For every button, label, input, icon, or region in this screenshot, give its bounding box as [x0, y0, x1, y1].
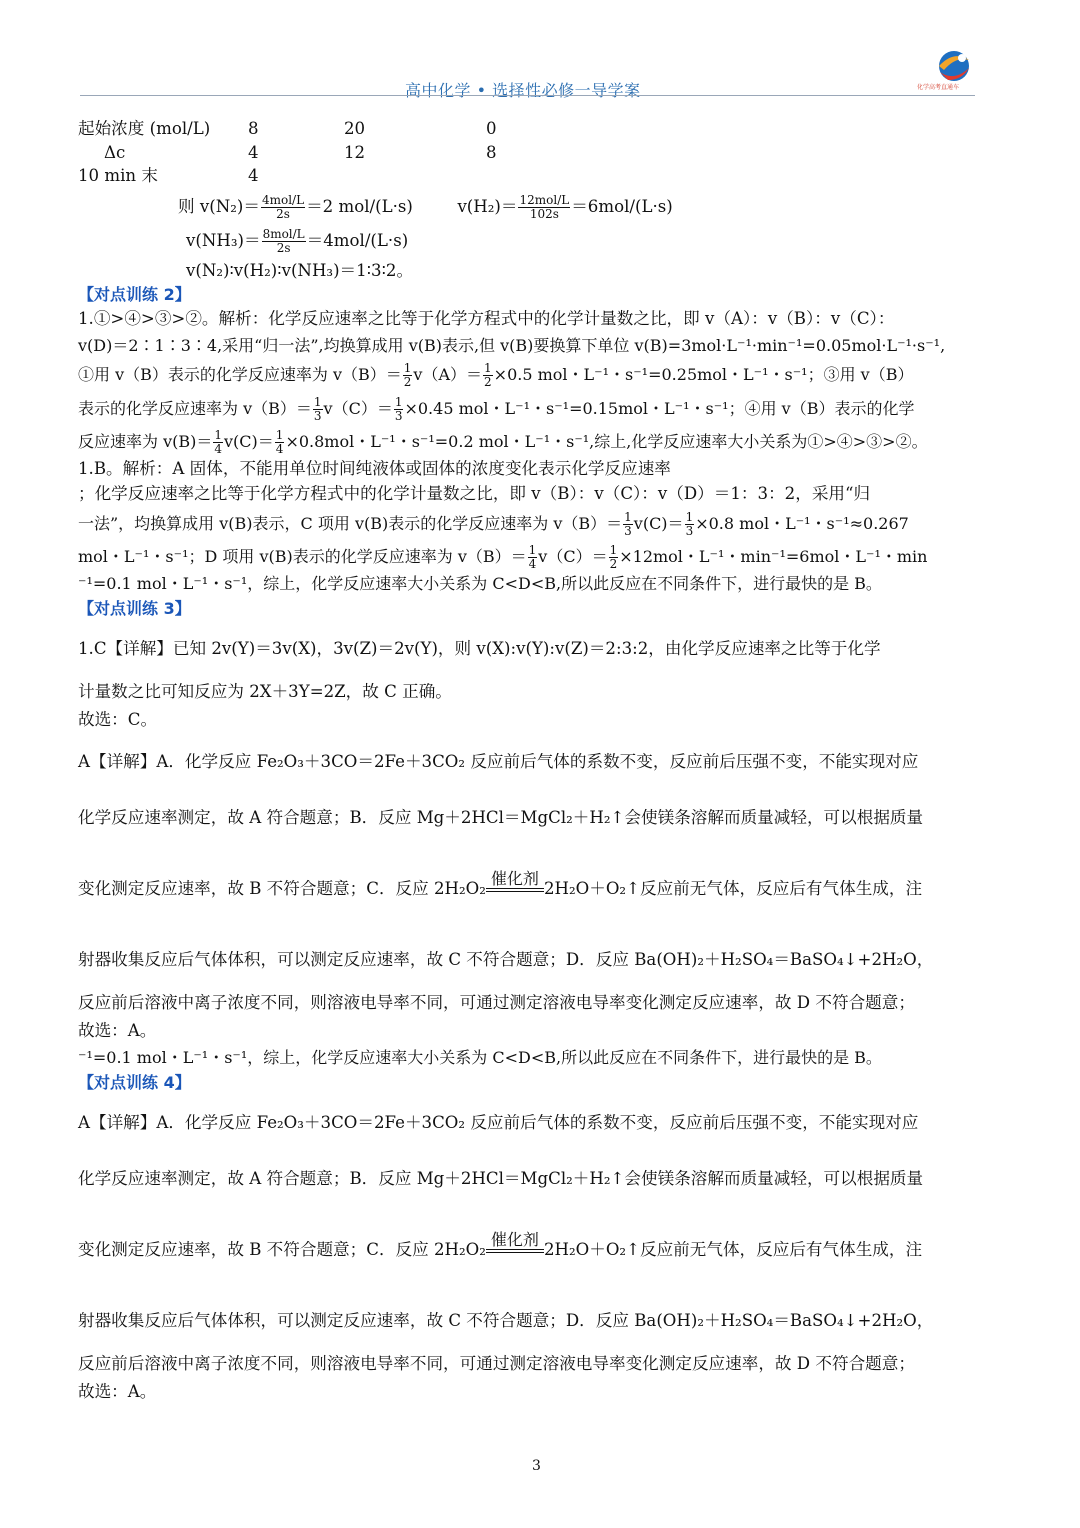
text: 则 v(N₂)＝ — [178, 197, 260, 216]
den: 4 — [214, 442, 223, 456]
text: ×0.5 mol・L⁻¹・s⁻¹=0.25mol・L⁻¹・s⁻¹；③用 v（B） — [493, 365, 914, 384]
fraction — [313, 396, 323, 423]
paragraph-line: ；化学反应速率之比等于化学方程式中的化学计量数之比，即 v（B）：v（C）：v（D）＝1：3：2，采用“归 — [78, 484, 871, 503]
header-divider — [80, 95, 975, 96]
cell: 12 — [344, 143, 366, 162]
den: 2 — [403, 375, 412, 389]
fraction — [394, 396, 404, 423]
fraction — [403, 362, 413, 389]
paragraph-line: v(D)＝2∶1∶3∶4,采用“归一法”,均换算成用 v(B)表示,但 v(B)要换算下单位 v(B)=3mol·L⁻¹·min⁻¹=0.05mol·L⁻¹·s⁻¹, — [78, 336, 946, 355]
cell: 4 — [248, 143, 259, 162]
calc-line-2 — [186, 228, 408, 255]
fraction — [275, 429, 285, 456]
text: 表示的化学反应速率为 v（B）＝ — [78, 399, 312, 418]
paragraph-line: 射器收集反应后气体体积，可以测定反应速率，故 C 不符合题意；D．反应 Ba(OH)₂＋H₂SO₄＝BaSO₄↓+2H₂O， — [78, 1311, 934, 1330]
text: ×12mol・L⁻¹・min⁻¹=6mol・L⁻¹・min — [619, 547, 928, 566]
num: 1 — [484, 361, 492, 375]
text: v（C）＝ — [538, 547, 608, 566]
text: ＝6mol/(L·s) — [571, 197, 673, 216]
paragraph-line: 射器收集反应后气体体积，可以测定反应速率，故 C 不符合题意；D．反应 Ba(OH)₂＋H₂SO₄＝BaSO₄↓+2H₂O， — [78, 950, 934, 969]
paragraph-line — [78, 429, 928, 456]
text: 一法”，均换算成用 v(B)表示，C 项用 v(B)表示的化学反应速率为 v（B）＝ — [78, 514, 623, 533]
text: 反应速率为 v(B)＝ — [78, 432, 213, 451]
paragraph-line: 反应前后溶液中离子浓度不同，则溶液电导率不同，可通过测定溶液电导率变化测定反应速率，故 D 不符合题意； — [78, 993, 915, 1012]
fraction — [261, 194, 305, 221]
paragraph-line: 反应前后溶液中离子浓度不同，则溶液电导率不同，可通过测定溶液电导率变化测定反应速率，故 D 不符合题意； — [78, 1354, 915, 1373]
num: 4mol/L — [261, 193, 305, 207]
text: v(C)＝ — [224, 432, 274, 451]
text: 变化测定反应速率，故 B 不符合题意；C．反应 2H₂O₂ — [78, 879, 486, 898]
paragraph-line: 故选：A。 — [78, 1382, 157, 1401]
den: 4 — [528, 557, 537, 571]
paragraph-line: 化学反应速率测定，故 A 符合题意；B．反应 Mg＋2HCl＝MgCl₂＋H₂↑会使镁条溶解而质量减轻，可以根据质量 — [78, 1169, 924, 1188]
text: v(NH₃)＝ — [186, 231, 261, 250]
logo-text: 化学高考直通车 — [917, 84, 960, 91]
section-title-4: 【对点训练 4】 — [78, 1073, 191, 1092]
num: 1 — [394, 395, 403, 409]
den: 102s — [529, 207, 559, 221]
row-label: 起始浓度 (mol/L) — [78, 119, 211, 138]
text: ×0.8mol・L⁻¹・s⁻¹=0.2 mol・L⁻¹・s⁻¹,综上,化学反应速率大小关系为①>④>③>②。 — [285, 432, 928, 451]
fraction — [528, 544, 538, 571]
section-title-3: 【对点训练 3】 — [78, 599, 191, 618]
cell: 20 — [344, 119, 366, 138]
text: v(H₂)＝ — [457, 197, 518, 216]
text: v(C)＝ — [633, 514, 684, 533]
text: 2H₂O＋O₂↑反应前无气体，反应后有气体生成，注 — [543, 1240, 923, 1259]
num: 1 — [214, 428, 223, 442]
header-title: 高中化学 • 选择性必修一导学案 — [405, 81, 641, 100]
den: 3 — [313, 409, 322, 423]
num: 1 — [609, 543, 618, 557]
den: 2s — [276, 207, 290, 221]
text: 2H₂O＋O₂↑反应前无气体，反应后有气体生成，注 — [543, 879, 923, 898]
row-label: 10 min 末 — [78, 166, 158, 185]
den: 3 — [624, 524, 632, 538]
paragraph-line: ⁻¹=0.1 mol・L⁻¹・s⁻¹，综上，化学反应速率大小关系为 C<D<B,所以此反应在不同条件下，进行最快的是 B。 — [78, 574, 882, 593]
text: ①用 v（B）表示的化学反应速率为 v（B）＝ — [78, 365, 402, 384]
paragraph-line: 计量数之比可知反应为 2X＋3Y=2Z，故 C 正确。 — [78, 682, 452, 701]
catalyst-label: 催化剂 — [490, 869, 539, 888]
paragraph-line: 故选：C。 — [78, 710, 158, 729]
fraction — [685, 511, 695, 538]
num: 8mol/L — [262, 227, 305, 241]
calc-line-3: v(N₂)∶v(H₂)∶v(NH₃)＝1∶3∶2。 — [186, 261, 414, 280]
den: 2s — [276, 241, 291, 255]
den: 2 — [609, 557, 618, 571]
paragraph-line — [78, 511, 909, 538]
paragraph-line: A【详解】A．化学反应 Fe₂O₃＋3CO＝2Fe＋3CO₂ 反应前后气体的系数不变，反应前后压强不变，不能实现对应 — [78, 752, 919, 771]
paragraph-line: ⁻¹=0.1 mol・L⁻¹・s⁻¹，综上，化学反应速率大小关系为 C<D<B,所以此反应在不同条件下，进行最快的是 B。 — [78, 1048, 882, 1067]
den: 3 — [685, 524, 694, 538]
cell: 8 — [248, 119, 259, 138]
text: mol・L⁻¹・s⁻¹；D 项用 v(B)表示的化学反应速率为 v（B）＝ — [78, 547, 527, 566]
fraction — [213, 429, 223, 456]
num: 1 — [624, 510, 632, 524]
text: ×0.45 mol・L⁻¹・s⁻¹=0.15mol・L⁻¹・s⁻¹；④用 v（B）表示的化学 — [404, 399, 915, 418]
den: 4 — [275, 442, 284, 456]
calc-line-1 — [178, 194, 673, 221]
den: 3 — [394, 409, 403, 423]
num: 1 — [403, 361, 412, 375]
num: 12mol/L — [519, 193, 570, 207]
catalyst-label: 催化剂 — [490, 1230, 539, 1249]
num: 1 — [528, 543, 537, 557]
section-title-2: 【对点训练 2】 — [78, 285, 191, 304]
paragraph-line: 故选：A。 — [78, 1021, 157, 1040]
den: 2 — [484, 375, 492, 389]
cell: 8 — [486, 143, 497, 162]
paragraph-line — [78, 1230, 923, 1261]
text: v（C）＝ — [323, 399, 393, 418]
text: 变化测定反应速率，故 B 不符合题意；C．反应 2H₂O₂ — [78, 1240, 486, 1259]
page-number: 3 — [532, 1458, 541, 1474]
paragraph-line — [78, 869, 923, 900]
paragraph-line: 1.C【详解】已知 2v(Y)＝3v(X)，3v(Z)＝2v(Y)，则 v(X):v(Y):v(Z)＝2:3:2，由化学反应速率之比等于化学 — [78, 639, 881, 658]
fraction — [609, 544, 619, 571]
paragraph-line: A【详解】A．化学反应 Fe₂O₃＋3CO＝2Fe＋3CO₂ 反应前后气体的系数不变，反应前后压强不变，不能实现对应 — [78, 1113, 919, 1132]
paragraph-line — [78, 544, 927, 571]
cell: 4 — [248, 166, 259, 185]
fraction — [483, 362, 493, 389]
fraction — [518, 194, 570, 221]
row-label: Δc — [104, 143, 126, 162]
num: 1 — [313, 395, 322, 409]
paragraph-line: 化学反应速率测定，故 A 符合题意；B．反应 Mg＋2HCl＝MgCl₂＋H₂↑会使镁条溶解而质量减轻，可以根据质量 — [78, 808, 924, 827]
text: ＝4mol/(L·s) — [306, 231, 409, 250]
paragraph-line — [78, 362, 913, 389]
num: 1 — [275, 428, 284, 442]
text: ×0.8 mol・L⁻¹・s⁻¹≈0.267 — [695, 514, 909, 533]
text: ＝2 mol/(L·s) — [306, 197, 413, 216]
fraction — [623, 511, 633, 538]
fraction — [262, 228, 306, 255]
paragraph-line: 1.①>④>③>②。解析：化学反应速率之比等于化学方程式中的化学计量数之比，即 v（A）：v（B）：v（C）： — [78, 309, 895, 328]
page-header — [0, 0, 1080, 100]
text: v（A）＝ — [413, 365, 483, 384]
num: 1 — [685, 510, 694, 524]
paragraph-line — [78, 396, 914, 423]
cell: 0 — [486, 119, 497, 138]
paragraph-line: 1.B。解析：A 固体，不能用单位时间纯液体或固体的浓度变化表示化学反应速率 — [78, 459, 671, 478]
